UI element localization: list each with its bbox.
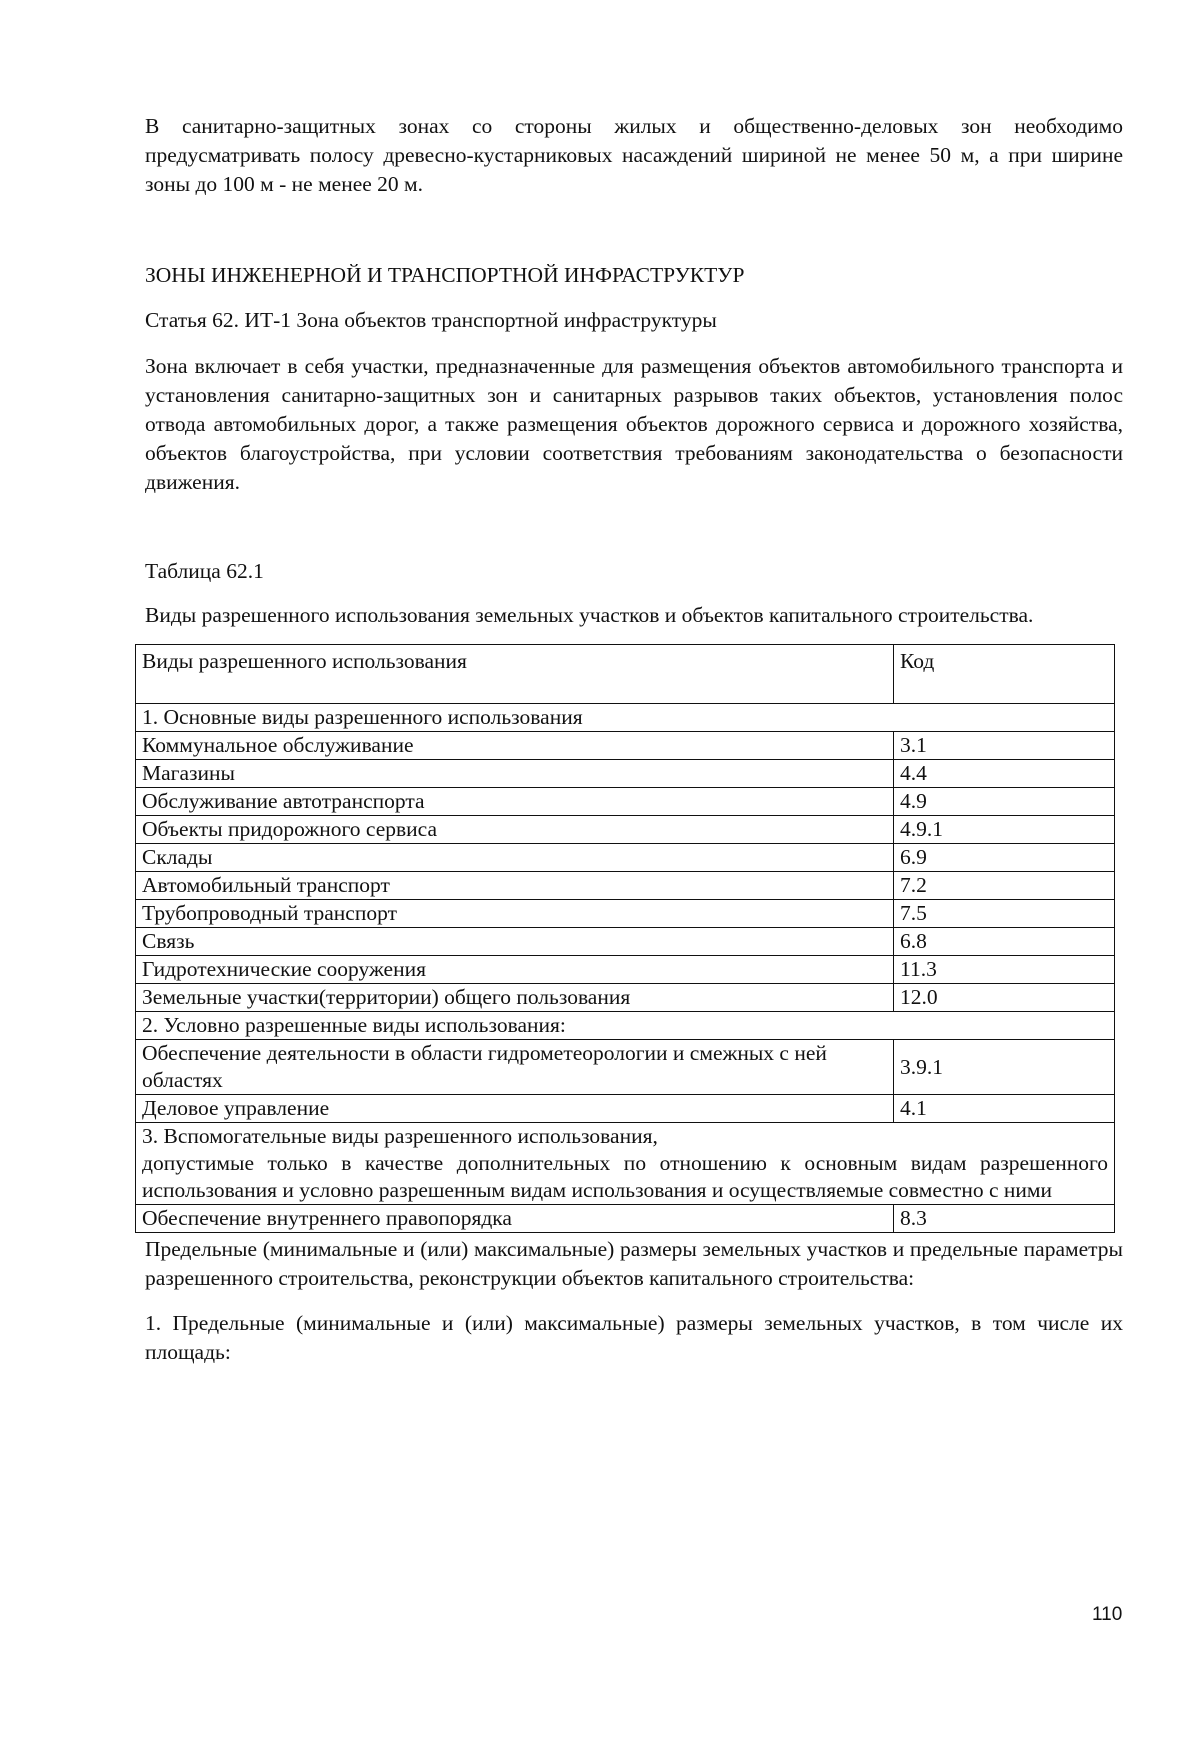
table-row	[136, 844, 1115, 872]
sanitary-zone-paragraph: В санитарно-защитных зонах со стороны жилых и общественно-деловых зон необходимо предусматривать полосу древесно-кустарниковых насаждений шириной не менее 50 м, а при ширине зоны до 100 м - не менее 20 м.	[145, 114, 1123, 196]
section-auxiliary-title: 3. Вспомогательные виды разрешенного использования,	[142, 1124, 658, 1148]
use-cell: Автомобильный транспорт	[136, 872, 894, 900]
limits-item-paragraph: 1. Предельные (минимальные и (или) максимальные) размеры земельных участков, в том числе их площадь:	[145, 1311, 1123, 1364]
use-cell: Коммунальное обслуживание	[136, 732, 894, 760]
use-cell: Земельные участки(территории) общего пользования	[136, 984, 894, 1012]
code-cell: 3.9.1	[894, 1040, 1115, 1095]
code-cell: 3.1	[894, 732, 1115, 760]
section-row-conditional	[136, 1012, 1115, 1040]
code-cell: 4.9.1	[894, 816, 1115, 844]
table-row	[136, 900, 1115, 928]
table-header-row	[136, 645, 1115, 704]
section-main-title: 1. Основные виды разрешенного использования	[136, 704, 1115, 732]
article-title: Статья 62. ИТ-1 Зона объектов транспортной инфраструктуры	[145, 308, 717, 332]
code-cell: 6.9	[894, 844, 1115, 872]
page-number: 110	[1092, 1604, 1123, 1625]
use-cell: Обеспечение внутреннего правопорядка	[136, 1205, 894, 1233]
table-row	[136, 760, 1115, 788]
section-row-main	[136, 704, 1115, 732]
table-row	[136, 732, 1115, 760]
table-row	[136, 1095, 1115, 1123]
code-cell: 7.5	[894, 900, 1115, 928]
code-cell: 6.8	[894, 928, 1115, 956]
code-cell: 11.3	[894, 956, 1115, 984]
table-row	[136, 956, 1115, 984]
code-cell: 8.3	[894, 1205, 1115, 1233]
table-row	[136, 788, 1115, 816]
use-cell: Гидротехнические сооружения	[136, 956, 894, 984]
table-row	[136, 1040, 1115, 1095]
code-cell: 7.2	[894, 872, 1115, 900]
table-row	[136, 872, 1115, 900]
section-row-auxiliary	[136, 1123, 1115, 1205]
zone-description-paragraph: Зона включает в себя участки, предназначенные для размещения объектов автомобильного транспорта и установления санитарно-защитных зон и санитарных разрывов таких объектов, установления полос отвода автомобильных дорог, а также размещения объектов дорожного сервиса и дорожного хозяйства, объектов благоустройства, при условии соответствия требованиям законодательства о безопасности движения.	[145, 354, 1123, 494]
header-code-cell: Код	[894, 645, 1115, 704]
code-cell: 4.1	[894, 1095, 1115, 1123]
code-cell: 12.0	[894, 984, 1115, 1012]
table-row	[136, 1205, 1115, 1233]
table-caption: Виды разрешенного использования земельных участков и объектов капитального строительства.	[145, 603, 1034, 627]
section-heading: ЗОНЫ ИНЖЕНЕРНОЙ И ТРАНСПОРТНОЙ ИНФРАСТРУКТУР	[145, 263, 745, 287]
use-cell: Склады	[136, 844, 894, 872]
code-cell: 4.9	[894, 788, 1115, 816]
section-conditional-title: 2. Условно разрешенные виды использования:	[136, 1012, 1115, 1040]
use-cell: Обеспечение деятельности в области гидрометеорологии и смежных с ней областях	[136, 1040, 894, 1095]
use-cell: Трубопроводный транспорт	[136, 900, 894, 928]
section-auxiliary-description: допустимые только в качестве дополнительных по отношению к основным видам разрешенного использования и условно разрешенным видам использования и осуществляемые совместно с ними	[142, 1151, 1108, 1202]
use-cell: Связь	[136, 928, 894, 956]
page-content	[142, 112, 1123, 1367]
header-use-cell: Виды разрешенного использования	[136, 645, 894, 704]
use-cell: Обслуживание автотранспорта	[136, 788, 894, 816]
section-auxiliary-cell	[136, 1123, 1115, 1205]
table-row	[136, 928, 1115, 956]
use-cell: Деловое управление	[136, 1095, 894, 1123]
use-cell: Объекты придорожного сервиса	[136, 816, 894, 844]
permitted-use-table	[135, 644, 1115, 1233]
use-cell: Магазины	[136, 760, 894, 788]
table-label: Таблица 62.1	[145, 559, 264, 583]
limits-intro-paragraph: Предельные (минимальные и (или) максимальные) размеры земельных участков и предельные параметры разрешенного строительства, реконструкции объектов капитального строительства:	[145, 1237, 1123, 1290]
table-row	[136, 816, 1115, 844]
table-row	[136, 984, 1115, 1012]
code-cell: 4.4	[894, 760, 1115, 788]
